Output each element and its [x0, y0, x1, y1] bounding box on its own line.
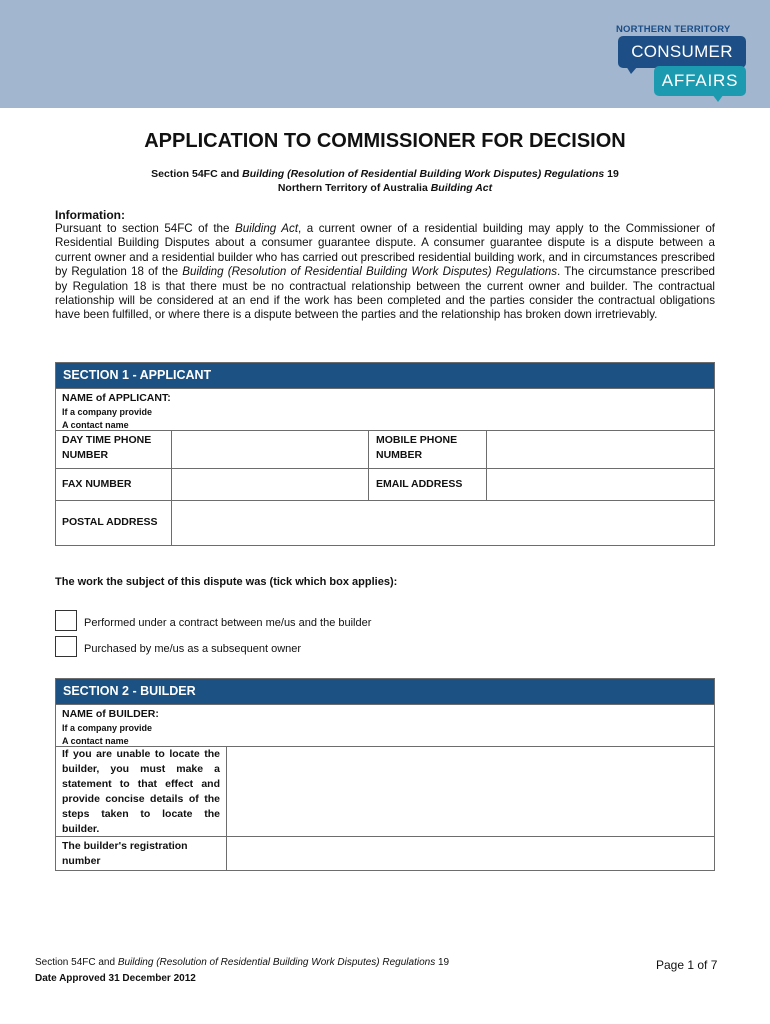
subtitle-line1: Section 54FC and Building (Resolution of Residential Building Work Disputes) Regulations 19	[151, 168, 619, 180]
email-label: EMAIL ADDRESS	[368, 469, 486, 500]
builder-registration-field[interactable]	[226, 837, 714, 870]
footer-date-approved: Date Approved 31 December 2012	[35, 973, 196, 984]
builder-registration-row	[56, 836, 714, 870]
builder-name-label: NAME of BUILDER:	[62, 708, 159, 720]
postal-address-label: POSTAL ADDRESS	[62, 516, 158, 528]
builder-name-row	[56, 704, 714, 746]
fax-field[interactable]	[171, 469, 368, 500]
contract-option-label: Performed under a contract between me/us and the builder	[84, 617, 372, 629]
applicant-name-field[interactable]	[226, 389, 714, 430]
section-1-heading: SECTION 1 - APPLICANT	[56, 363, 714, 388]
builder-name-hint-1: If a company provide	[62, 723, 153, 733]
mobile-phone-label-2: NUMBER	[376, 449, 423, 461]
locate-builder-statement: If you are unable to locate the builder, you must make a statement to that effect and provide concise details of the steps taken to locate the builder.	[62, 748, 220, 835]
information-paragraph: Pursuant to section 54FC of the Building Act, a current owner of a residential building may apply to the Commissioner of Residential Building Disputes about a consumer guarantee dispute. A consumer guarantee dispute is a dispute between a current owner and a residential builder who has carried out prescribed residential building work, and in circumstances prescribed by Regulation 18 of the Building (Resolution of Residential Building Work Disputes) Regulations. The circumstance prescribed by Regulation 18 is that there must be no contractual relationship between the current owner and builder. The contractual relationship will be considered at an end if the work has been completed and the parties consider the contractual obligations have been fulfilled, or where there is a dispute between the parties and the relationship has broken down irretrievably.	[55, 222, 716, 322]
subtitle-line2: Northern Territory of Australia Building Act	[277, 182, 493, 194]
dispute-question: The work the subject of this dispute was (tick which box applies):	[55, 576, 398, 588]
logo-line1: CONSUMER	[618, 36, 746, 68]
postal-address-field[interactable]	[171, 501, 714, 545]
day-phone-field[interactable]	[171, 431, 368, 468]
mobile-phone-field[interactable]	[486, 431, 714, 468]
applicant-fax-row	[56, 468, 714, 500]
builder-registration-label: The builder's registration number	[62, 840, 188, 867]
fax-label: FAX NUMBER	[62, 478, 132, 490]
contract-checkbox[interactable]	[55, 610, 77, 631]
builder-name-field[interactable]	[226, 705, 714, 746]
footer-citation: Section 54FC and Building (Resolution of Residential Building Work Disputes) Regulations 19	[35, 957, 450, 968]
consumer-affairs-logo	[612, 20, 752, 104]
page-number: Page 1 of 7	[656, 958, 718, 972]
applicant-postal-row	[56, 500, 714, 545]
logo-line2: AFFAIRS	[654, 66, 746, 96]
logo-bubble-tail	[626, 66, 638, 74]
applicant-name-label: NAME of APPLICANT:	[62, 392, 171, 404]
builder-locate-row	[56, 746, 714, 836]
locate-builder-field[interactable]	[226, 747, 714, 836]
logo-top-text: NORTHERN TERRITORY	[616, 24, 731, 35]
day-phone-label-2: NUMBER	[62, 449, 109, 461]
section-1-applicant	[55, 362, 715, 546]
information-heading: Information:	[55, 208, 125, 222]
mobile-phone-label-1: MOBILE PHONE	[376, 434, 458, 446]
email-field[interactable]	[486, 469, 714, 500]
subsequent-owner-option-label: Purchased by me/us as a subsequent owner	[84, 643, 302, 655]
builder-name-hint-2: A contact name	[62, 736, 129, 746]
applicant-phone-row	[56, 430, 714, 468]
applicant-name-hint-2: A contact name	[62, 420, 129, 430]
applicant-name-row	[56, 388, 714, 430]
applicant-name-hint-1: If a company provide	[62, 407, 153, 417]
day-phone-label-1: DAY TIME PHONE	[62, 434, 152, 446]
logo-bubble-tail-2	[712, 94, 724, 102]
subsequent-owner-checkbox[interactable]	[55, 636, 77, 657]
page-title: APPLICATION TO COMMISSIONER FOR DECISION	[144, 130, 626, 152]
section-2-heading: SECTION 2 - BUILDER	[56, 679, 714, 704]
section-2-builder	[55, 678, 715, 871]
